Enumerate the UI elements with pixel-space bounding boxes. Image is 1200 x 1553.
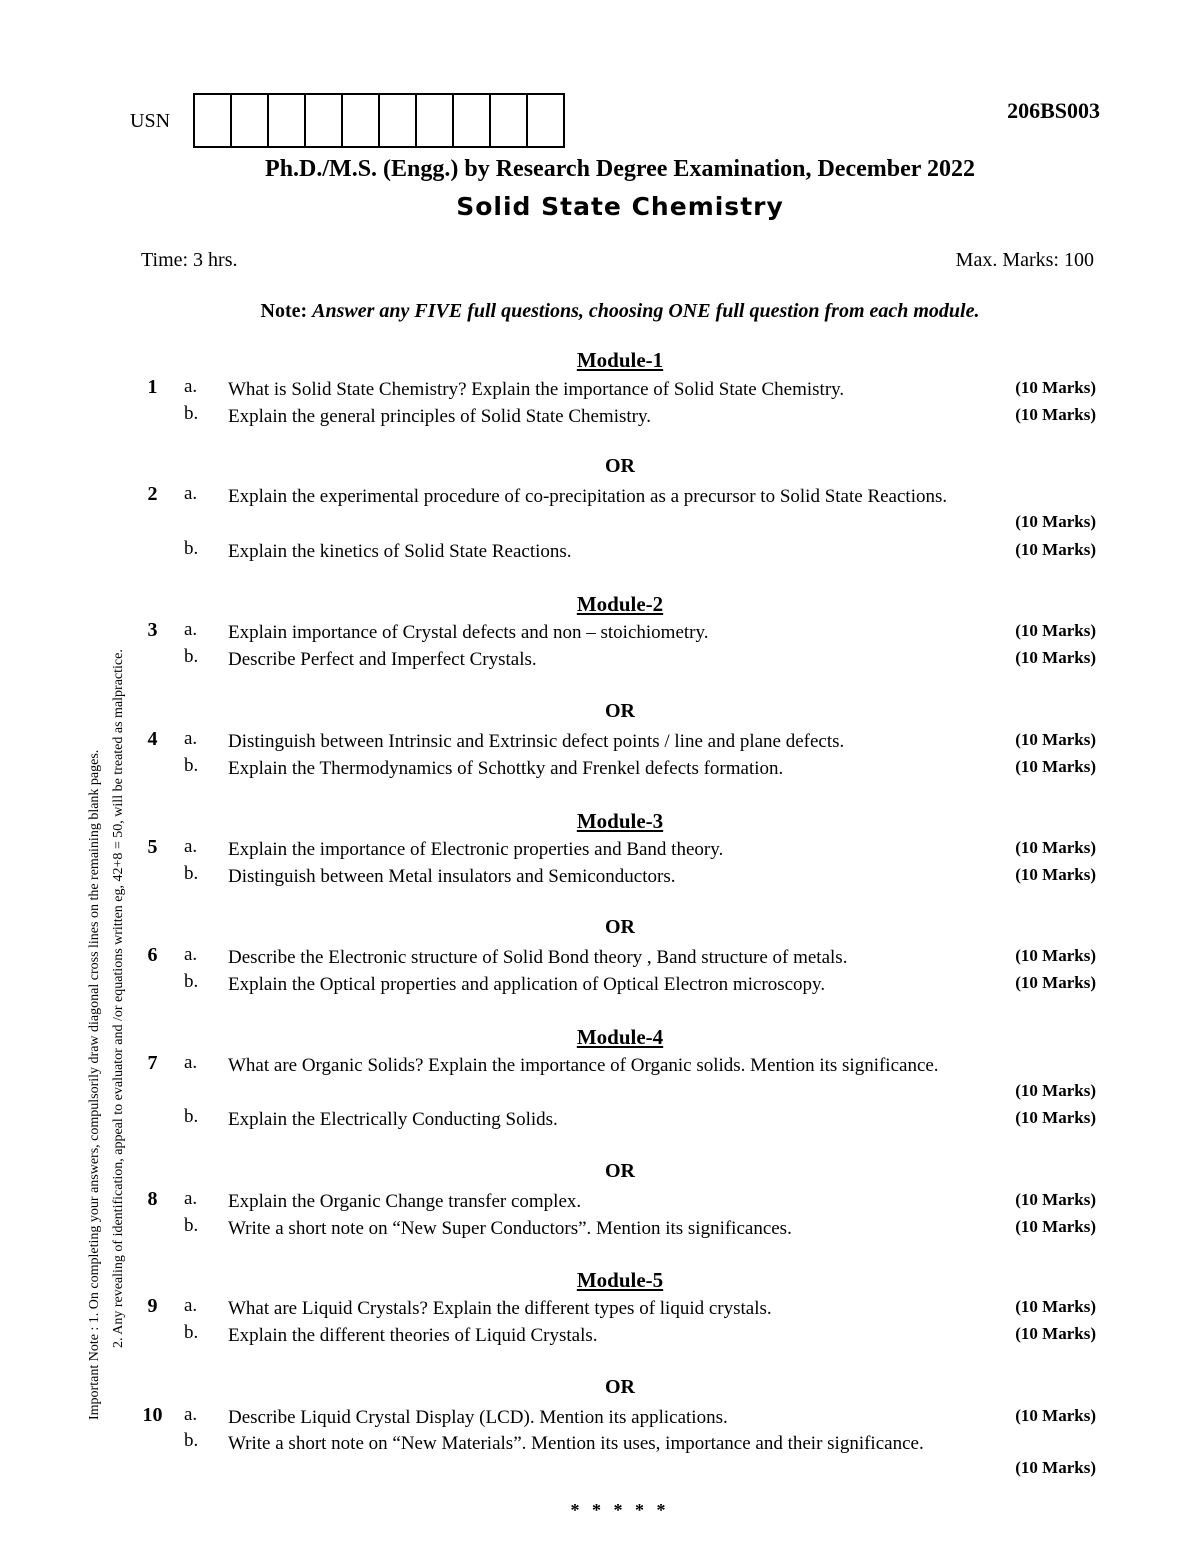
exam-title: Ph.D./M.S. (Engg.) by Research Degree Examination, December 2022 [265,156,975,182]
part-letter: a. [184,1295,198,1316]
question-text: Describe Liquid Crystal Display (LCD). Mention its applications. [228,1407,728,1428]
note-label: Note: [260,300,308,322]
marks-label: (10 Marks) [1015,1458,1096,1477]
part-letter: a. [184,376,198,397]
question-number: 9 [147,1295,158,1317]
part-letter: b. [184,646,199,667]
part-letter: a. [184,836,198,857]
part-letter: b. [184,971,199,992]
marks-label: (10 Marks) [1015,378,1096,397]
instructions-note [0,300,1200,323]
usn-box [528,95,563,146]
part-letter: a. [184,1052,198,1073]
marks-label: (10 Marks) [1015,1324,1096,1343]
part-letter: b. [184,403,199,424]
module-heading: Module-4 [576,1025,664,1049]
usn-boxes [193,93,565,148]
usn-box [195,95,232,146]
question-text: Describe Perfect and Imperfect Crystals. [228,649,537,670]
marks-label: (10 Marks) [1015,1217,1096,1236]
or-separator: OR [605,1160,635,1182]
marks-label: (10 Marks) [1015,946,1096,965]
marks-label: (10 Marks) [1015,1297,1096,1316]
marks-label: (10 Marks) [1015,973,1096,992]
part-letter: b. [184,863,199,884]
part-letter: b. [184,1430,199,1451]
question-text: Explain the Thermodynamics of Schottky and Frenkel defects formation. [228,758,784,779]
marks-label: (10 Marks) [1015,540,1096,559]
question-text: Explain the Electrically Conducting Solids. [228,1109,558,1130]
usn-label: USN [130,110,171,132]
question-text: Explain the general principles of Solid State Chemistry. [228,406,652,427]
part-letter: a. [184,1188,198,1209]
end-stars: * * * * * [570,1500,670,1520]
part-letter: b. [184,1215,199,1236]
marks-label: (10 Marks) [1015,757,1096,776]
question-text: What is Solid State Chemistry? Explain the importance of Solid State Chemistry. [228,379,845,400]
question-number: 6 [147,944,158,966]
or-separator: OR [605,700,635,722]
or-separator: OR [605,455,635,477]
question-text: Explain the different theories of Liquid Crystals. [228,1325,598,1346]
marks-label: (10 Marks) [1015,405,1096,424]
marks-label: (10 Marks) [1015,512,1096,531]
question-text: Explain the importance of Electronic properties and Band theory. [228,839,724,860]
usn-box [306,95,343,146]
paper-code: 206BS003 [1007,98,1100,123]
question-text: What are Liquid Crystals? Explain the different types of liquid crystals. [228,1298,772,1319]
subject-title: Solid State Chemistry [456,192,784,221]
usn-box [380,95,417,146]
part-letter: a. [184,944,198,965]
side-note-line-1: Important Note : 1. On completing your answers, compulsorily draw diagonal cross lines on the remaining blank pages. [87,749,102,1420]
usn-box [232,95,269,146]
question-number: 5 [147,836,158,858]
part-letter: b. [184,538,199,559]
question-text: Write a short note on “New Super Conductors”. Mention its significances. [228,1218,792,1239]
question-number: 10 [142,1404,163,1426]
question-number: 3 [147,619,158,641]
usn-box [454,95,491,146]
marks-label: (10 Marks) [1015,621,1096,640]
marks-label: (10 Marks) [1015,1081,1096,1100]
marks-label: (10 Marks) [1015,838,1096,857]
question-number: 8 [147,1188,158,1210]
part-letter: b. [184,1322,199,1343]
time-duration: Time: 3 hrs. [141,249,238,271]
question-text: Distinguish between Intrinsic and Extrinsic defect points / line and plane defects. [228,731,845,752]
question-number: 2 [147,483,158,505]
question-text: Distinguish between Metal insulators and Semiconductors. [228,866,676,887]
marks-label: (10 Marks) [1015,1406,1096,1425]
module-heading: Module-1 [576,348,664,372]
module-heading: Module-2 [576,592,664,616]
usn-box [343,95,380,146]
usn-box [417,95,454,146]
part-letter: a. [184,1404,198,1425]
or-separator: OR [605,1376,635,1398]
part-letter: a. [184,619,198,640]
module-heading: Module-5 [576,1268,664,1292]
question-number: 4 [147,728,158,750]
marks-label: (10 Marks) [1015,730,1096,749]
marks-label: (10 Marks) [1015,1190,1096,1209]
question-text: Explain the experimental procedure of co-precipitation as a precursor to Solid State Reactions. [228,486,948,507]
marks-label: (10 Marks) [1015,1108,1096,1127]
marks-label: (10 Marks) [1015,865,1096,884]
question-text: Explain the Optical properties and application of Optical Electron microscopy. [228,974,826,995]
max-marks: Max. Marks: 100 [955,249,1094,271]
question-number: 1 [147,376,158,398]
note-text: Answer any FIVE full questions, choosing ONE full question from each module. [312,300,980,322]
marks-label: (10 Marks) [1015,648,1096,667]
part-letter: a. [184,483,198,504]
usn-box [491,95,528,146]
part-letter: a. [184,728,198,749]
question-text: Describe the Electronic structure of Solid Bond theory , Band structure of metals. [228,947,848,968]
question-text: Explain the Organic Change transfer complex. [228,1191,582,1212]
side-note-line-2: 2. Any revealing of identification, appeal to evaluator and /or equations written eg, 42+8 = 50, will be treated as malpractice. [111,649,126,1348]
question-text: Explain the kinetics of Solid State Reactions. [228,541,572,562]
question-text: What are Organic Solids? Explain the importance of Organic solids. Mention its significance. [228,1055,939,1076]
or-separator: OR [605,916,635,938]
part-letter: b. [184,1106,199,1127]
usn-box [269,95,306,146]
question-text: Explain importance of Crystal defects and non – stoichiometry. [228,622,709,643]
module-heading: Module-3 [576,809,664,833]
question-number: 7 [147,1052,158,1074]
part-letter: b. [184,755,199,776]
question-text: Write a short note on “New Materials”. Mention its uses, importance and their significance. [228,1433,924,1454]
